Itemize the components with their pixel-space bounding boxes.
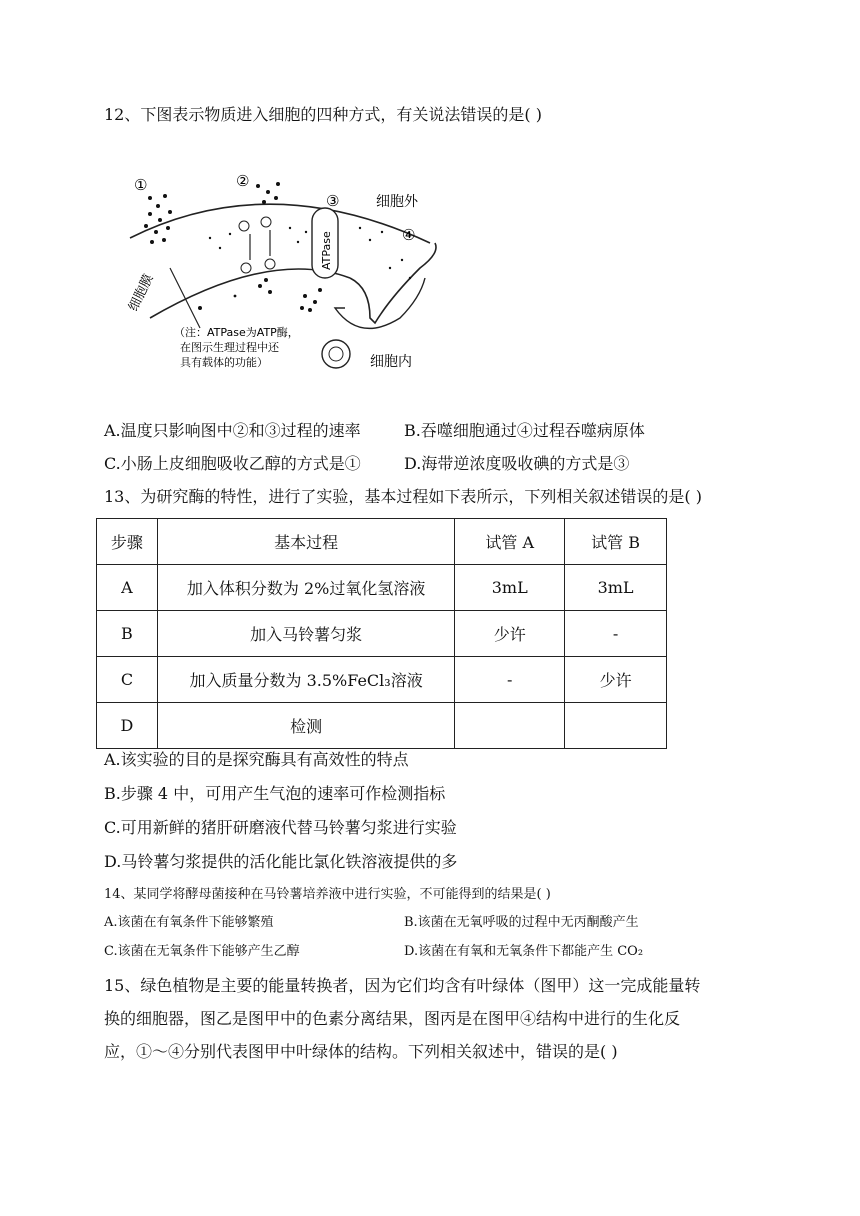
table-cell: 3mL (565, 565, 667, 611)
q14-option-a: A.该菌在有氧条件下能够繁殖 (104, 915, 274, 930)
q12-option-b: B.吞噬细胞通过④过程吞噬病原体 (404, 421, 645, 440)
q14-option-c: C.该菌在无氧条件下能够产生乙醇 (104, 944, 300, 959)
q15-line-3: 应，①～④分别代表图甲中叶绿体的结构。下列相关叙述中，错误的是( ) (104, 1042, 618, 1061)
table-cell (455, 703, 565, 749)
table-header: 基本过程 (157, 519, 454, 565)
q12-stem: 12、下图表示物质进入细胞的四种方式，有关说法错误的是( ) (104, 105, 542, 124)
q13-stem: 13、为研究酶的特性，进行了实验，基本过程如下表所示，下列相关叙述错误的是( ) (104, 487, 702, 506)
table-header: 试管 B (565, 519, 667, 565)
q14-option-b: B.该菌在无氧呼吸的过程中无丙酮酸产生 (404, 915, 639, 930)
table-cell: 少许 (565, 657, 667, 703)
table-cell: A (97, 565, 158, 611)
table-cell: - (455, 657, 565, 703)
q13-option-d: D.马铃薯匀浆提供的活化能比氯化铁溶液提供的多 (104, 852, 458, 871)
marker-3: ③ (326, 192, 340, 210)
table-cell: 少许 (455, 611, 565, 657)
table-row (97, 703, 667, 749)
table-cell: 加入体积分数为 2%过氧化氢溶液 (157, 565, 454, 611)
inside-label: 细胞内 (370, 354, 412, 370)
q12-option-d: D.海带逆浓度吸收碘的方式是③ (404, 454, 630, 473)
table-header: 试管 A (455, 519, 565, 565)
note-line-2: 在图示生理过程中还 (180, 341, 279, 354)
table-cell: D (97, 703, 158, 749)
membrane-transport-figure (120, 168, 450, 378)
table-header-row (97, 519, 667, 565)
table-row (97, 611, 667, 657)
marker-4: ④ (402, 226, 416, 244)
q14-option-d: D.该菌在有氧和无氧条件下都能产生 CO₂ (404, 944, 644, 959)
table-cell: B (97, 611, 158, 657)
note-line-3: 具有载体的功能） (180, 356, 268, 369)
experiment-table (96, 518, 667, 749)
marker-2: ② (236, 172, 250, 190)
q13-option-b: B.步骤 4 中，可用产生气泡的速率可作检测指标 (104, 784, 446, 803)
table-header: 步骤 (97, 519, 158, 565)
table-row (97, 657, 667, 703)
q15-line-1: 15、绿色植物是主要的能量转换者，因为它们均含有叶绿体（图甲）这一完成能量转 (104, 976, 701, 995)
table-cell: 3mL (455, 565, 565, 611)
table-cell: 检测 (157, 703, 454, 749)
outside-label: 细胞外 (376, 194, 418, 210)
atpase-label: ATPase (320, 231, 333, 270)
table-cell: C (97, 657, 158, 703)
q13-option-c: C.可用新鲜的猪肝研磨液代替马铃薯匀浆进行实验 (104, 818, 457, 837)
q13-option-a: A.该实验的目的是探究酶具有高效性的特点 (104, 750, 409, 769)
table-cell: 加入质量分数为 3.5%FeCl₃溶液 (157, 657, 454, 703)
table-row (97, 565, 667, 611)
q14-stem: 14、某同学将酵母菌接种在马铃薯培养液中进行实验，不可能得到的结果是( ) (104, 887, 551, 902)
q12-option-a: A.温度只影响图中②和③过程的速率 (104, 421, 361, 440)
membrane-label: 细胞膜 (126, 272, 157, 314)
table-cell: 加入马铃薯匀浆 (157, 611, 454, 657)
table-cell (565, 703, 667, 749)
note-line-1: （注：ATPase为ATP酶， (174, 326, 299, 339)
q15-line-2: 换的细胞器，图乙是图甲中的色素分离结果，图丙是在图甲④结构中进行的生化反 (104, 1009, 681, 1028)
table-cell: - (565, 611, 667, 657)
q12-option-c: C.小肠上皮细胞吸收乙醇的方式是① (104, 454, 361, 473)
marker-1: ① (134, 176, 148, 194)
